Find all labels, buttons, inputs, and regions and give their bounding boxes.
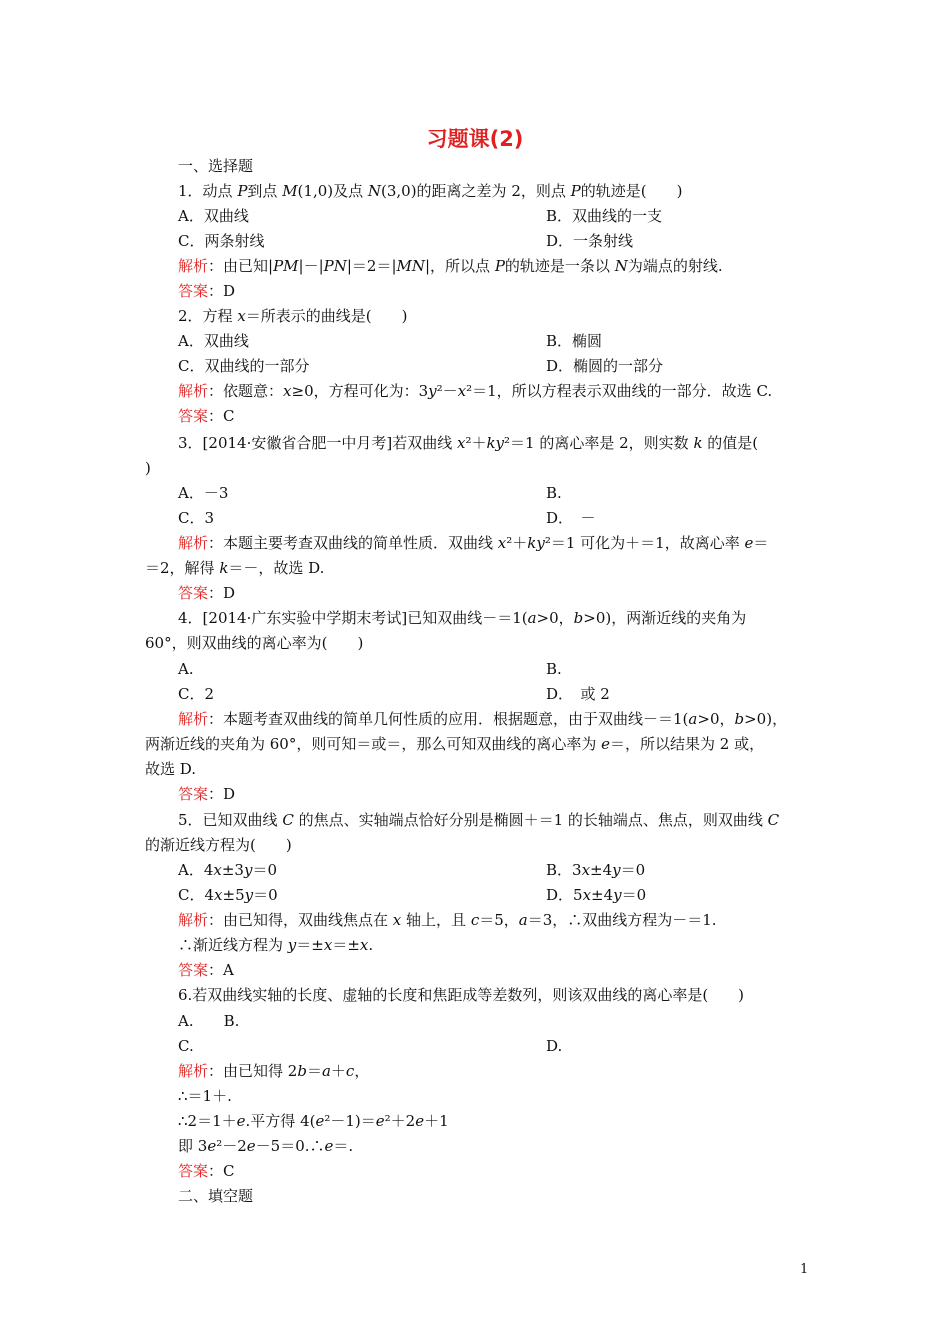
text-segment: C．2 bbox=[178, 685, 215, 703]
text-segment: MN bbox=[396, 257, 425, 275]
text-line bbox=[145, 759, 196, 779]
page-title: 习题课(2) bbox=[426, 127, 524, 151]
text-segment: ＝，所以结果为 2 或， bbox=[610, 735, 765, 753]
text-line bbox=[546, 659, 562, 679]
text-segment: a bbox=[321, 1062, 331, 1080]
text-segment: a bbox=[527, 609, 537, 627]
text-line bbox=[145, 734, 764, 754]
text-line bbox=[145, 558, 324, 578]
text-segment: y bbox=[287, 936, 297, 954]
text-segment: >0)， bbox=[744, 710, 788, 728]
text-segment: ：本题主要考查双曲线的简单性质．双曲线 bbox=[208, 534, 498, 552]
answer-label: 答案 bbox=[178, 1162, 209, 1180]
text-line bbox=[546, 860, 645, 880]
text-segment: y bbox=[244, 886, 254, 904]
text-segment: A. B. bbox=[178, 1012, 240, 1030]
text-segment: 的焦点、实轴端点恰好分别是椭圆＋＝1 的长轴端点、焦点，则双曲线 bbox=[293, 811, 768, 829]
text-segment: |－| bbox=[298, 257, 324, 275]
text-segment: C．4 bbox=[178, 886, 215, 904]
text-segment: B．椭圆 bbox=[546, 332, 603, 350]
text-line bbox=[178, 1011, 239, 1031]
text-segment: ≥0，方程可化为：3 bbox=[291, 382, 429, 400]
text-line bbox=[178, 1136, 353, 1156]
text-segment: ²＝1，所以方程表示双曲线的一部分．故选 C. bbox=[466, 382, 773, 400]
text-segment: y bbox=[613, 886, 622, 904]
text-line bbox=[546, 508, 596, 528]
text-segment: x bbox=[237, 307, 246, 325]
text-segment: N bbox=[367, 182, 381, 200]
text-segment: D．椭圆的一部分 bbox=[546, 357, 664, 375]
text-line bbox=[178, 910, 717, 930]
text-segment: .平方得 4( bbox=[245, 1112, 316, 1130]
text-segment: PM bbox=[273, 257, 299, 275]
text-segment: 4．[2014·广东实验中学期末考试]已知双曲线－＝1( bbox=[178, 609, 528, 627]
text-segment: c bbox=[345, 1062, 355, 1080]
text-segment: 2．方程 bbox=[178, 307, 238, 325]
text-line bbox=[178, 331, 249, 351]
text-segment: C．两条射线 bbox=[178, 232, 265, 250]
text-line bbox=[178, 356, 309, 376]
text-line bbox=[178, 256, 723, 276]
text-line bbox=[145, 835, 292, 855]
text-line bbox=[178, 381, 772, 401]
text-segment: k bbox=[219, 559, 229, 577]
text-segment: ， bbox=[354, 1062, 370, 1080]
text-line bbox=[145, 633, 363, 653]
text-segment: ∴2＝1＋ bbox=[178, 1112, 237, 1130]
text-segment: |，所以点 bbox=[425, 257, 495, 275]
text-segment: A．双曲线 bbox=[178, 207, 249, 225]
text-segment: ky bbox=[527, 534, 545, 552]
text-segment: ＝3，∴双曲线方程为－＝1. bbox=[527, 911, 717, 929]
text-line bbox=[178, 1061, 369, 1081]
text-line bbox=[178, 1161, 235, 1181]
text-line bbox=[546, 356, 663, 376]
text-line bbox=[178, 156, 253, 176]
text-segment: ±4 bbox=[590, 861, 613, 879]
text-segment: y bbox=[612, 861, 621, 879]
text-segment: 到点 bbox=[247, 182, 283, 200]
text-line bbox=[178, 608, 746, 628]
text-segment: a bbox=[518, 911, 528, 929]
text-segment: ：依题意： bbox=[208, 382, 284, 400]
text-segment: D．5 bbox=[546, 886, 583, 904]
text-segment: ：C bbox=[208, 407, 235, 425]
text-segment: ＝0 bbox=[621, 886, 647, 904]
text-line bbox=[178, 659, 194, 679]
text-line bbox=[546, 1036, 562, 1056]
text-segment: C. bbox=[178, 1037, 194, 1055]
text-segment: e bbox=[246, 1137, 256, 1155]
text-segment: D．一条射线 bbox=[546, 232, 634, 250]
text-segment: (1,0)及点 bbox=[297, 182, 368, 200]
text-segment: B. bbox=[546, 484, 562, 502]
text-segment: e bbox=[324, 1137, 334, 1155]
text-segment: B．双曲线的一支 bbox=[546, 207, 663, 225]
text-line bbox=[178, 483, 228, 503]
text-segment: a bbox=[688, 710, 698, 728]
text-segment: ±3 bbox=[221, 861, 244, 879]
answer-label: 答案 bbox=[178, 584, 209, 602]
text-segment: ²－1)＝ bbox=[324, 1112, 376, 1130]
text-segment: ：由已知| bbox=[208, 257, 274, 275]
answer-label: 答案 bbox=[178, 961, 209, 979]
text-segment: ＝0 bbox=[620, 861, 646, 879]
text-segment: A. bbox=[178, 660, 194, 678]
text-segment: D． 或 2 bbox=[546, 685, 610, 703]
text-segment: k bbox=[693, 434, 703, 452]
text-line bbox=[178, 583, 235, 603]
text-segment: 一、选择题 bbox=[178, 157, 254, 175]
text-line bbox=[178, 433, 758, 453]
text-segment: ∴＝1＋. bbox=[178, 1087, 232, 1105]
text-segment: ²＋ bbox=[506, 534, 528, 552]
text-line bbox=[178, 860, 277, 880]
text-segment: >0)，两渐近线的夹角为 bbox=[583, 609, 747, 627]
text-segment: x bbox=[392, 911, 402, 929]
text-segment: ＋ bbox=[330, 1062, 346, 1080]
text-segment: ²＝1 的离心率是 2，则实数 bbox=[504, 434, 694, 452]
text-segment: ²＋2 bbox=[384, 1112, 416, 1130]
text-line bbox=[546, 206, 662, 226]
text-line bbox=[178, 784, 235, 804]
text-segment: －5＝0.∴ bbox=[255, 1137, 325, 1155]
text-line bbox=[145, 458, 151, 478]
text-segment: P bbox=[237, 182, 248, 200]
text-line bbox=[178, 935, 373, 955]
text-segment: e bbox=[744, 534, 754, 552]
text-line bbox=[178, 181, 682, 201]
text-line bbox=[178, 406, 235, 426]
text-segment: ：本题考查双曲线的简单几何性质的应用．根据题意，由于双曲线－＝1( bbox=[208, 710, 689, 728]
answer-label: 答案 bbox=[178, 282, 209, 300]
text-segment: x bbox=[323, 936, 333, 954]
text-line bbox=[178, 231, 264, 251]
page-number: 1 bbox=[800, 1262, 809, 1277]
text-segment: 二、填空题 bbox=[178, 1187, 254, 1205]
text-segment: ＝5， bbox=[479, 911, 519, 929]
text-line bbox=[178, 709, 787, 729]
text-segment: ＝－，故选 D. bbox=[228, 559, 325, 577]
text-segment: ：A bbox=[208, 961, 234, 979]
text-segment: x bbox=[359, 936, 369, 954]
text-segment: x bbox=[283, 382, 292, 400]
text-segment: ±4 bbox=[591, 886, 614, 904]
text-segment: C bbox=[282, 811, 294, 829]
text-segment: ＝所表示的曲线是( ) bbox=[245, 307, 408, 325]
text-segment: 的值是( bbox=[702, 434, 759, 452]
text-segment: 3．[2014·安徽省合肥一中月考]若双曲线 bbox=[178, 434, 457, 452]
text-segment: D． － bbox=[546, 509, 596, 527]
text-segment: |＝2＝| bbox=[346, 257, 397, 275]
text-segment: P bbox=[494, 257, 505, 275]
text-segment: e bbox=[315, 1112, 325, 1130]
answer-label: 答案 bbox=[178, 785, 209, 803]
text-line bbox=[178, 1186, 253, 1206]
text-segment: 1．动点 bbox=[178, 182, 238, 200]
text-segment: ＝ bbox=[306, 1062, 322, 1080]
text-segment: B．3 bbox=[546, 861, 582, 879]
text-segment: ：由已知得 2 bbox=[208, 1062, 298, 1080]
text-segment: y bbox=[243, 861, 253, 879]
text-segment: ＋1 bbox=[424, 1112, 449, 1130]
text-segment: b bbox=[734, 710, 745, 728]
text-segment: A．4 bbox=[178, 861, 214, 879]
text-segment: x bbox=[457, 382, 467, 400]
text-segment: ＝2，解得 bbox=[145, 559, 220, 577]
answer-label: 答案 bbox=[178, 407, 209, 425]
text-segment: . bbox=[368, 936, 374, 954]
text-segment: ＝± bbox=[332, 936, 360, 954]
text-segment: ＝. bbox=[333, 1137, 354, 1155]
text-line bbox=[178, 960, 234, 980]
text-segment: N bbox=[614, 257, 628, 275]
text-segment: 的轨迹是( ) bbox=[580, 182, 683, 200]
text-segment: (3,0)的距离之差为 2，则点 bbox=[381, 182, 571, 200]
text-line bbox=[178, 533, 768, 553]
answer-label: 解析 bbox=[178, 710, 209, 728]
text-segment: ：D bbox=[208, 785, 236, 803]
text-segment: PN bbox=[323, 257, 347, 275]
text-segment: y bbox=[428, 382, 437, 400]
text-segment: ：C bbox=[208, 1162, 235, 1180]
text-segment: x bbox=[456, 434, 466, 452]
text-segment: 为端点的射线. bbox=[627, 257, 723, 275]
text-line bbox=[546, 483, 562, 503]
text-segment: b bbox=[297, 1062, 307, 1080]
text-segment: e bbox=[415, 1112, 425, 1130]
text-line bbox=[178, 1111, 449, 1131]
text-segment: 即 3 bbox=[178, 1137, 208, 1155]
text-line bbox=[546, 684, 610, 704]
text-segment: C．双曲线的一部分 bbox=[178, 357, 310, 375]
text-segment: ky bbox=[486, 434, 505, 452]
text-segment: ²－ bbox=[436, 382, 458, 400]
text-segment: ＝ bbox=[753, 534, 769, 552]
answer-label: 解析 bbox=[178, 534, 209, 552]
text-segment: 故选 D. bbox=[145, 760, 197, 778]
text-segment: A．－3 bbox=[178, 484, 229, 502]
text-segment: ：D bbox=[208, 584, 236, 602]
answer-label: 解析 bbox=[178, 911, 209, 929]
text-segment: 两渐近线的夹角为 60°，则可知＝或＝，那么可知双曲线的离心率为 bbox=[145, 735, 602, 753]
text-segment: e bbox=[375, 1112, 385, 1130]
text-segment: e bbox=[601, 735, 611, 753]
text-line bbox=[178, 1036, 194, 1056]
text-segment: P bbox=[570, 182, 581, 200]
text-segment: ) bbox=[145, 459, 151, 477]
text-line bbox=[178, 985, 744, 1005]
text-line bbox=[546, 331, 602, 351]
text-segment: ∴渐近线方程为 bbox=[178, 936, 288, 954]
text-segment: 的渐近线方程为( ) bbox=[145, 836, 292, 854]
text-segment: ²＋ bbox=[465, 434, 487, 452]
answer-label: 解析 bbox=[178, 257, 209, 275]
text-segment: >0， bbox=[536, 609, 574, 627]
text-segment: A．双曲线 bbox=[178, 332, 249, 350]
text-segment: ＝± bbox=[296, 936, 324, 954]
text-segment: ²＝1 可化为＋＝1，故离心率 bbox=[544, 534, 745, 552]
text-segment: ：由已知得，双曲线焦点在 bbox=[208, 911, 393, 929]
text-segment: 轴上，且 bbox=[401, 911, 471, 929]
text-line bbox=[178, 508, 214, 528]
text-segment: M bbox=[282, 182, 298, 200]
text-line bbox=[546, 885, 646, 905]
text-line bbox=[178, 306, 408, 326]
text-segment: ＝0 bbox=[252, 861, 278, 879]
text-segment: x bbox=[214, 886, 223, 904]
text-segment: 5．已知双曲线 bbox=[178, 811, 283, 829]
text-segment: x bbox=[497, 534, 507, 552]
text-line bbox=[178, 281, 235, 301]
text-segment: >0， bbox=[697, 710, 735, 728]
text-segment: C bbox=[767, 811, 780, 829]
text-line bbox=[546, 231, 633, 251]
text-segment: x bbox=[582, 886, 592, 904]
text-segment: x bbox=[581, 861, 591, 879]
text-segment: 6.若双曲线实轴的长度、虚轴的长度和焦距成等差数列，则该双曲线的离心率是( ) bbox=[178, 986, 745, 1004]
text-line bbox=[178, 810, 779, 830]
text-segment: ²－2 bbox=[216, 1137, 247, 1155]
text-segment: 60°，则双曲线的离心率为( ) bbox=[145, 634, 364, 652]
text-line bbox=[178, 885, 278, 905]
text-line bbox=[178, 206, 249, 226]
text-segment: b bbox=[573, 609, 584, 627]
answer-label: 解析 bbox=[178, 382, 209, 400]
text-segment: ＝0 bbox=[253, 886, 278, 904]
text-line bbox=[178, 1086, 232, 1106]
text-segment: B. bbox=[546, 660, 562, 678]
text-segment: e bbox=[207, 1137, 217, 1155]
text-segment: x bbox=[213, 861, 222, 879]
text-segment: C．3 bbox=[178, 509, 215, 527]
text-segment: ：D bbox=[208, 282, 236, 300]
answer-label: 解析 bbox=[178, 1062, 209, 1080]
text-segment: ±5 bbox=[222, 886, 245, 904]
text-segment: 的轨迹是一条以 bbox=[504, 257, 615, 275]
text-segment: c bbox=[470, 911, 480, 929]
text-line bbox=[178, 684, 214, 704]
text-segment: D. bbox=[546, 1037, 563, 1055]
text-segment: e bbox=[236, 1112, 246, 1130]
